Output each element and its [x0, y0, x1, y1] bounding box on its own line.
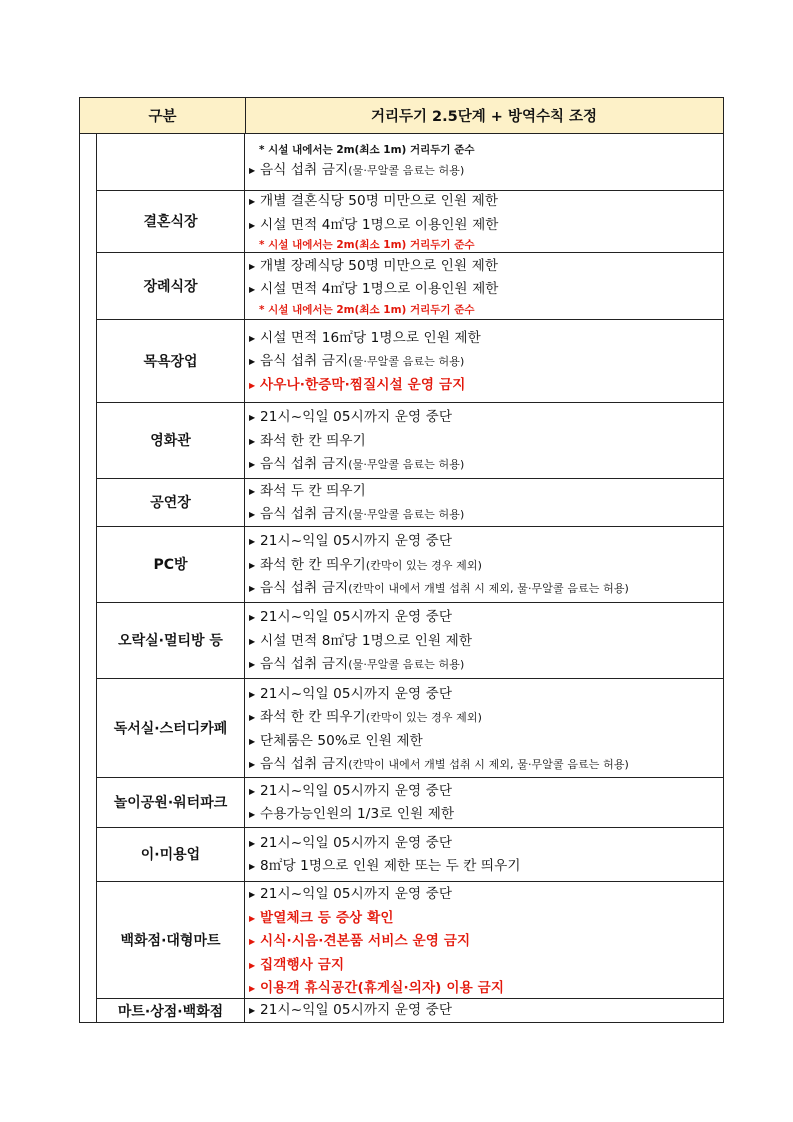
rule-text: 좌석 한 칸 띄우기	[260, 556, 366, 573]
rule-text: 좌석 두 칸 띄우기	[260, 482, 366, 499]
rule-item	[249, 530, 721, 554]
rule-item	[249, 255, 721, 279]
triangle-bullet-icon: ▶	[249, 560, 256, 570]
rule-text: 시설 면적 8㎡당 1명으로 인원 제한	[260, 632, 473, 649]
row-rules	[249, 480, 721, 527]
rule-text: 단체룸은 50%로 인원 제한	[260, 732, 423, 749]
rule-item	[249, 606, 721, 630]
triangle-bullet-icon: ▶	[249, 613, 256, 623]
rule-text: 21시~익일 05시까지 운영 중단	[260, 685, 453, 702]
rule-exception: (칸막이 내에서 개별 섭취 시 제외, 물·무알콜 음료는 허용)	[348, 582, 629, 596]
rule-text: 시설 면적 4㎡당 1명으로 이용인원 제한	[260, 216, 499, 233]
header-title: 거리두기 2.5단계 + 방역수칙 조정	[370, 109, 598, 125]
rule-item	[249, 653, 721, 677]
triangle-bullet-icon: ▶	[249, 890, 256, 900]
triangle-bullet-icon: ▶	[249, 760, 256, 769]
rule-item	[249, 855, 721, 879]
rule-item	[249, 999, 721, 1023]
rule-item	[249, 554, 721, 578]
rule-text: 8㎡당 1명으로 인원 제한 또는 두 칸 띄우기	[260, 858, 521, 874]
rule-item	[249, 907, 721, 931]
rule-item	[249, 278, 721, 302]
triangle-bullet-icon: ▶	[249, 197, 256, 206]
triangle-bullet-icon: ▶	[249, 713, 256, 722]
rule-text: 수용가능인원의 1/3로 인원 제한	[260, 806, 455, 822]
row-category: 목욕장업	[143, 353, 198, 370]
rule-item	[249, 883, 721, 907]
rule-item	[249, 406, 721, 430]
triangle-bullet-icon: ▶	[249, 862, 256, 871]
rule-exception: (칸막이 내에서 개별 섭취 시 제외, 물·무알콜 음료는 허용)	[348, 758, 629, 771]
rule-text: 좌석 한 칸 띄우기	[260, 432, 366, 449]
rule-text: 이용객 휴식공간(휴게실·의자) 이용 금지	[260, 980, 505, 997]
rule-text: 21시~익일 05시까지 운영 중단	[260, 533, 453, 550]
row-rules	[249, 999, 721, 1023]
row-rules	[249, 255, 721, 319]
rule-text: 음식 섭취 금지	[260, 756, 349, 772]
triangle-bullet-icon: ▶	[249, 937, 256, 947]
rule-exception: (물·무알콜 음료는 허용)	[348, 355, 465, 369]
row-category: 영화관	[150, 433, 191, 449]
rule-item	[249, 577, 721, 601]
triangle-bullet-icon: ▶	[249, 537, 256, 547]
rule-item	[249, 753, 721, 777]
row-category: 이·미용업	[140, 847, 201, 863]
rule-text: 시식·시음·견본품 서비스 운영 금지	[260, 933, 471, 950]
rule-exception: (물·무알콜 음료는 허용)	[348, 458, 465, 472]
rule-item	[249, 374, 721, 398]
triangle-bullet-icon: ▶	[249, 413, 256, 423]
rule-item	[249, 803, 721, 827]
rule-text: 시설 면적 16㎡당 1명으로 인원 제한	[260, 329, 481, 346]
rule-item	[249, 930, 721, 954]
triangle-bullet-icon: ▶	[249, 261, 256, 271]
row-rules	[249, 142, 721, 183]
row-rules	[249, 780, 721, 827]
triangle-bullet-icon: ▶	[249, 584, 256, 594]
row-category: 장례식장	[143, 278, 198, 295]
row-category: 놀이공원·워터파크	[113, 795, 228, 811]
row-rules	[249, 190, 721, 254]
rule-item	[249, 190, 721, 214]
rule-item	[249, 706, 721, 730]
rule-text: 음식 섭취 금지	[260, 580, 349, 597]
row-category: 백화점·대형마트	[120, 932, 221, 949]
row-rules	[249, 606, 721, 677]
rule-text: 좌석 한 칸 띄우기	[260, 709, 366, 725]
row-rules	[249, 530, 721, 601]
triangle-bullet-icon: ▶	[249, 460, 256, 470]
triangle-bullet-icon: ▶	[249, 838, 256, 848]
row-rules	[249, 327, 721, 398]
row-category: 결혼식장	[143, 214, 198, 230]
rule-text: 사우나·한증막·찜질시설 운영 금지	[260, 376, 466, 393]
rule-text: 21시~익일 05시까지 운영 중단	[260, 609, 453, 626]
table-header	[79, 97, 724, 134]
rule-exception: (칸막이 있는 경우 제외)	[365, 711, 482, 724]
rule-text: 시설 면적 4㎡당 1명으로 이용인원 제한	[260, 281, 499, 297]
rule-exception: (물·무알콜 음료는 허용)	[348, 658, 465, 672]
triangle-bullet-icon: ▶	[249, 380, 256, 390]
row-category: 독서실·스터디카페	[113, 720, 228, 737]
triangle-bullet-icon: ▶	[249, 357, 256, 367]
rule-item	[249, 503, 721, 527]
rule-text: 21시~익일 05시까지 운영 중단	[260, 886, 453, 903]
triangle-bullet-icon: ▶	[249, 1006, 256, 1016]
rule-item	[249, 683, 721, 707]
row-category	[97, 134, 244, 190]
row-category: 마트·상점·백화점	[117, 1003, 224, 1020]
triangle-bullet-icon: ▶	[249, 636, 256, 646]
rule-item	[249, 630, 721, 654]
rule-item	[249, 453, 721, 477]
rule-item	[249, 214, 721, 238]
rule-item	[249, 480, 721, 504]
row-rules	[249, 883, 721, 1001]
rule-text: 21시~익일 05시까지 운영 중단	[260, 409, 453, 426]
rule-text: 음식 섭취 금지	[260, 456, 349, 473]
triangle-bullet-icon: ▶	[249, 486, 256, 496]
triangle-bullet-icon: ▶	[249, 689, 256, 699]
rule-exception: (물·무알콜 음료는 허용)	[348, 164, 465, 178]
distancing-note: * 시설 내에서는 2m(최소 1m) 거리두기 준수	[259, 303, 475, 316]
rule-item	[249, 954, 721, 978]
triangle-bullet-icon: ▶	[249, 660, 256, 670]
rule-item	[249, 327, 721, 351]
rule-text: 개별 장례식당 50명 미만으로 인원 제한	[260, 257, 499, 274]
rule-item	[249, 159, 721, 183]
triangle-bullet-icon: ▶	[249, 810, 256, 819]
triangle-bullet-icon: ▶	[249, 285, 256, 294]
triangle-bullet-icon: ▶	[249, 220, 256, 230]
distancing-note: * 시설 내에서는 2m(최소 1m) 거리두기 준수	[259, 239, 475, 251]
triangle-bullet-icon: ▶	[249, 333, 256, 343]
triangle-bullet-icon: ▶	[249, 436, 256, 446]
rule-exception: (물·무알콜 음료는 허용)	[348, 508, 465, 521]
rule-item	[249, 730, 721, 754]
rule-text: 음식 섭취 금지	[260, 162, 349, 179]
rule-text: 발열체크 등 증상 확인	[260, 909, 394, 926]
row-rules	[249, 832, 721, 879]
rule-text: 21시~익일 05시까지 운영 중단	[260, 782, 453, 799]
rule-item	[249, 832, 721, 856]
triangle-bullet-icon: ▶	[249, 510, 256, 519]
row-category: 오락실·멀티방 등	[118, 633, 223, 649]
header-category: 구분	[80, 98, 246, 133]
triangle-bullet-icon: ▶	[249, 166, 256, 176]
rule-text: 개별 결혼식당 50명 미만으로 인원 제한	[260, 193, 499, 209]
triangle-bullet-icon: ▶	[249, 984, 256, 994]
rule-exception: (칸막이 있는 경우 제외)	[365, 558, 482, 572]
rule-text: 21시~익일 05시까지 운영 중단	[260, 1002, 453, 1019]
rule-item	[249, 350, 721, 374]
triangle-bullet-icon: ▶	[249, 736, 256, 746]
row-rules	[249, 683, 721, 777]
rule-text: 집객행사 금지	[260, 956, 345, 973]
triangle-bullet-icon: ▶	[249, 786, 256, 796]
row-category: PC방	[153, 557, 188, 573]
rule-text: 음식 섭취 금지	[260, 656, 349, 673]
rule-text: 21시~익일 05시까지 운영 중단	[260, 834, 453, 851]
row-rules	[249, 406, 721, 477]
triangle-bullet-icon: ▶	[249, 913, 256, 923]
distancing-note: * 시설 내에서는 2m(최소 1m) 거리두기 준수	[259, 144, 475, 157]
rule-text: 음식 섭취 금지	[260, 353, 349, 370]
category-divider	[244, 134, 245, 1023]
rule-item	[249, 780, 721, 804]
row-category: 공연장	[150, 495, 191, 511]
rule-item	[249, 430, 721, 454]
rule-text: 음식 섭취 금지	[260, 506, 349, 522]
triangle-bullet-icon: ▶	[249, 960, 256, 970]
